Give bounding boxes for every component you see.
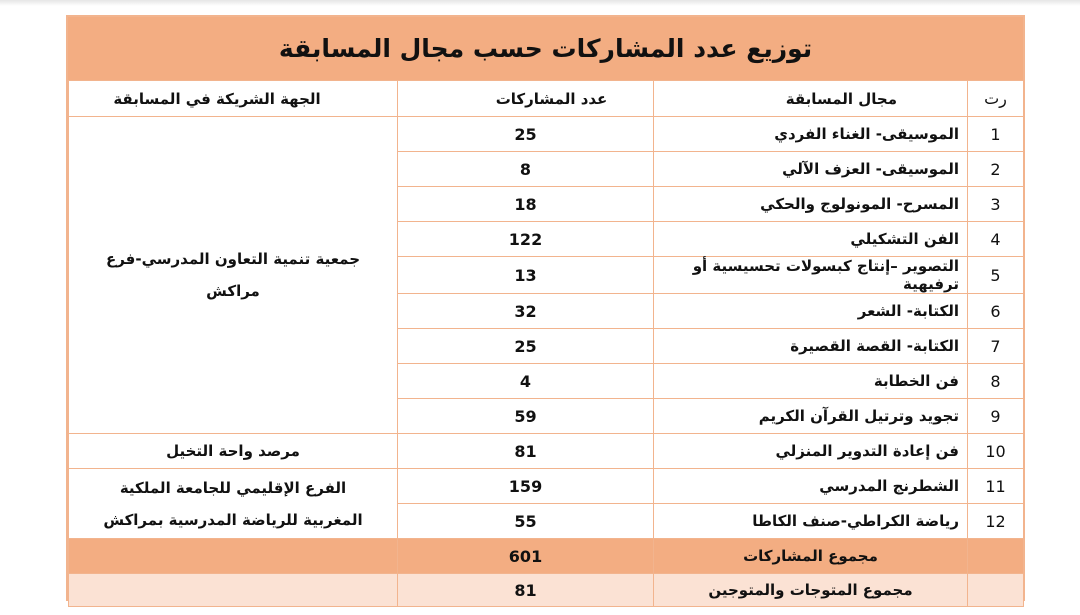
row-num: 9 bbox=[968, 399, 1024, 434]
row-num: 6 bbox=[968, 294, 1024, 329]
table-row bbox=[69, 469, 1024, 504]
row-num: 12 bbox=[968, 504, 1024, 539]
row-field: الفن التشكيلي bbox=[654, 222, 968, 257]
header-count: عدد المشاركات bbox=[398, 81, 654, 117]
total-blank-num bbox=[968, 539, 1024, 574]
row-num: 3 bbox=[968, 187, 1024, 222]
row-count: 81 bbox=[398, 434, 654, 469]
row-num: 10 bbox=[968, 434, 1024, 469]
row-count: 8 bbox=[398, 152, 654, 187]
total-blank-partner bbox=[69, 539, 398, 574]
row-num: 4 bbox=[968, 222, 1024, 257]
total-participants-label: مجموع المشاركات bbox=[654, 539, 968, 574]
header-num: رت bbox=[968, 81, 1024, 117]
header-field: مجال المسابقة bbox=[654, 81, 968, 117]
total-winners-label: مجموع المتوجات والمتوجين bbox=[654, 574, 968, 607]
row-field: الكتابة- القصة القصيرة bbox=[654, 329, 968, 364]
row-field: الكتابة- الشعر bbox=[654, 294, 968, 329]
row-num: 5 bbox=[968, 257, 1024, 294]
table-frame bbox=[66, 15, 1025, 601]
row-count: 4 bbox=[398, 364, 654, 399]
partner-cell-1: جمعية تنمية التعاون المدرسي-فرع مراكش bbox=[69, 117, 398, 434]
row-field: فن إعادة التدوير المنزلي bbox=[654, 434, 968, 469]
row-field: رياضة الكراطي-صنف الكاطا bbox=[654, 504, 968, 539]
total-participants-value: 601 bbox=[398, 539, 654, 574]
row-count: 18 bbox=[398, 187, 654, 222]
row-num: 1 bbox=[968, 117, 1024, 152]
header-partner: الجهة الشريكة في المسابقة bbox=[69, 81, 398, 117]
row-count: 32 bbox=[398, 294, 654, 329]
row-count: 13 bbox=[398, 257, 654, 294]
header-row bbox=[69, 81, 1024, 117]
table-row bbox=[69, 434, 1024, 469]
row-field: الشطرنج المدرسي bbox=[654, 469, 968, 504]
row-count: 55 bbox=[398, 504, 654, 539]
row-num: 11 bbox=[968, 469, 1024, 504]
row-count: 59 bbox=[398, 399, 654, 434]
winners-blank-num bbox=[968, 574, 1024, 607]
row-count: 122 bbox=[398, 222, 654, 257]
row-field: الموسيقى- العزف الآلي bbox=[654, 152, 968, 187]
row-num: 8 bbox=[968, 364, 1024, 399]
top-shadow bbox=[0, 0, 1080, 6]
total-winners-row bbox=[69, 574, 1024, 607]
title-band bbox=[68, 17, 1023, 80]
row-field: المسرح- المونولوج والحكي bbox=[654, 187, 968, 222]
row-field: تجويد وترتيل القرآن الكريم bbox=[654, 399, 968, 434]
row-count: 25 bbox=[398, 329, 654, 364]
total-participants-row bbox=[69, 539, 1024, 574]
competition-table bbox=[68, 80, 1024, 607]
partner-cell-3 bbox=[69, 469, 398, 539]
row-num: 7 bbox=[968, 329, 1024, 364]
row-count: 159 bbox=[398, 469, 654, 504]
row-field: التصوير –إنتاج كبسولات تحسيسية أو ترفيهية bbox=[654, 257, 968, 294]
row-num: 2 bbox=[968, 152, 1024, 187]
table-title: توزيع عدد المشاركات حسب مجال المسابقة bbox=[278, 34, 813, 63]
row-field: فن الخطابة bbox=[654, 364, 968, 399]
partner-3-line-2: المغربية للرياضة المدرسية بمراكش bbox=[103, 510, 363, 529]
row-field: الموسيقى- الغناء الفردي bbox=[654, 117, 968, 152]
winners-blank-partner bbox=[69, 574, 398, 607]
row-count: 25 bbox=[398, 117, 654, 152]
total-winners-value: 81 bbox=[398, 574, 654, 607]
table-row bbox=[69, 117, 1024, 152]
partner-3-line-1: الفرع الإقليمي للجامعة الملكية bbox=[119, 478, 347, 497]
partner-cell-2: مرصد واحة التخيل bbox=[69, 434, 398, 469]
